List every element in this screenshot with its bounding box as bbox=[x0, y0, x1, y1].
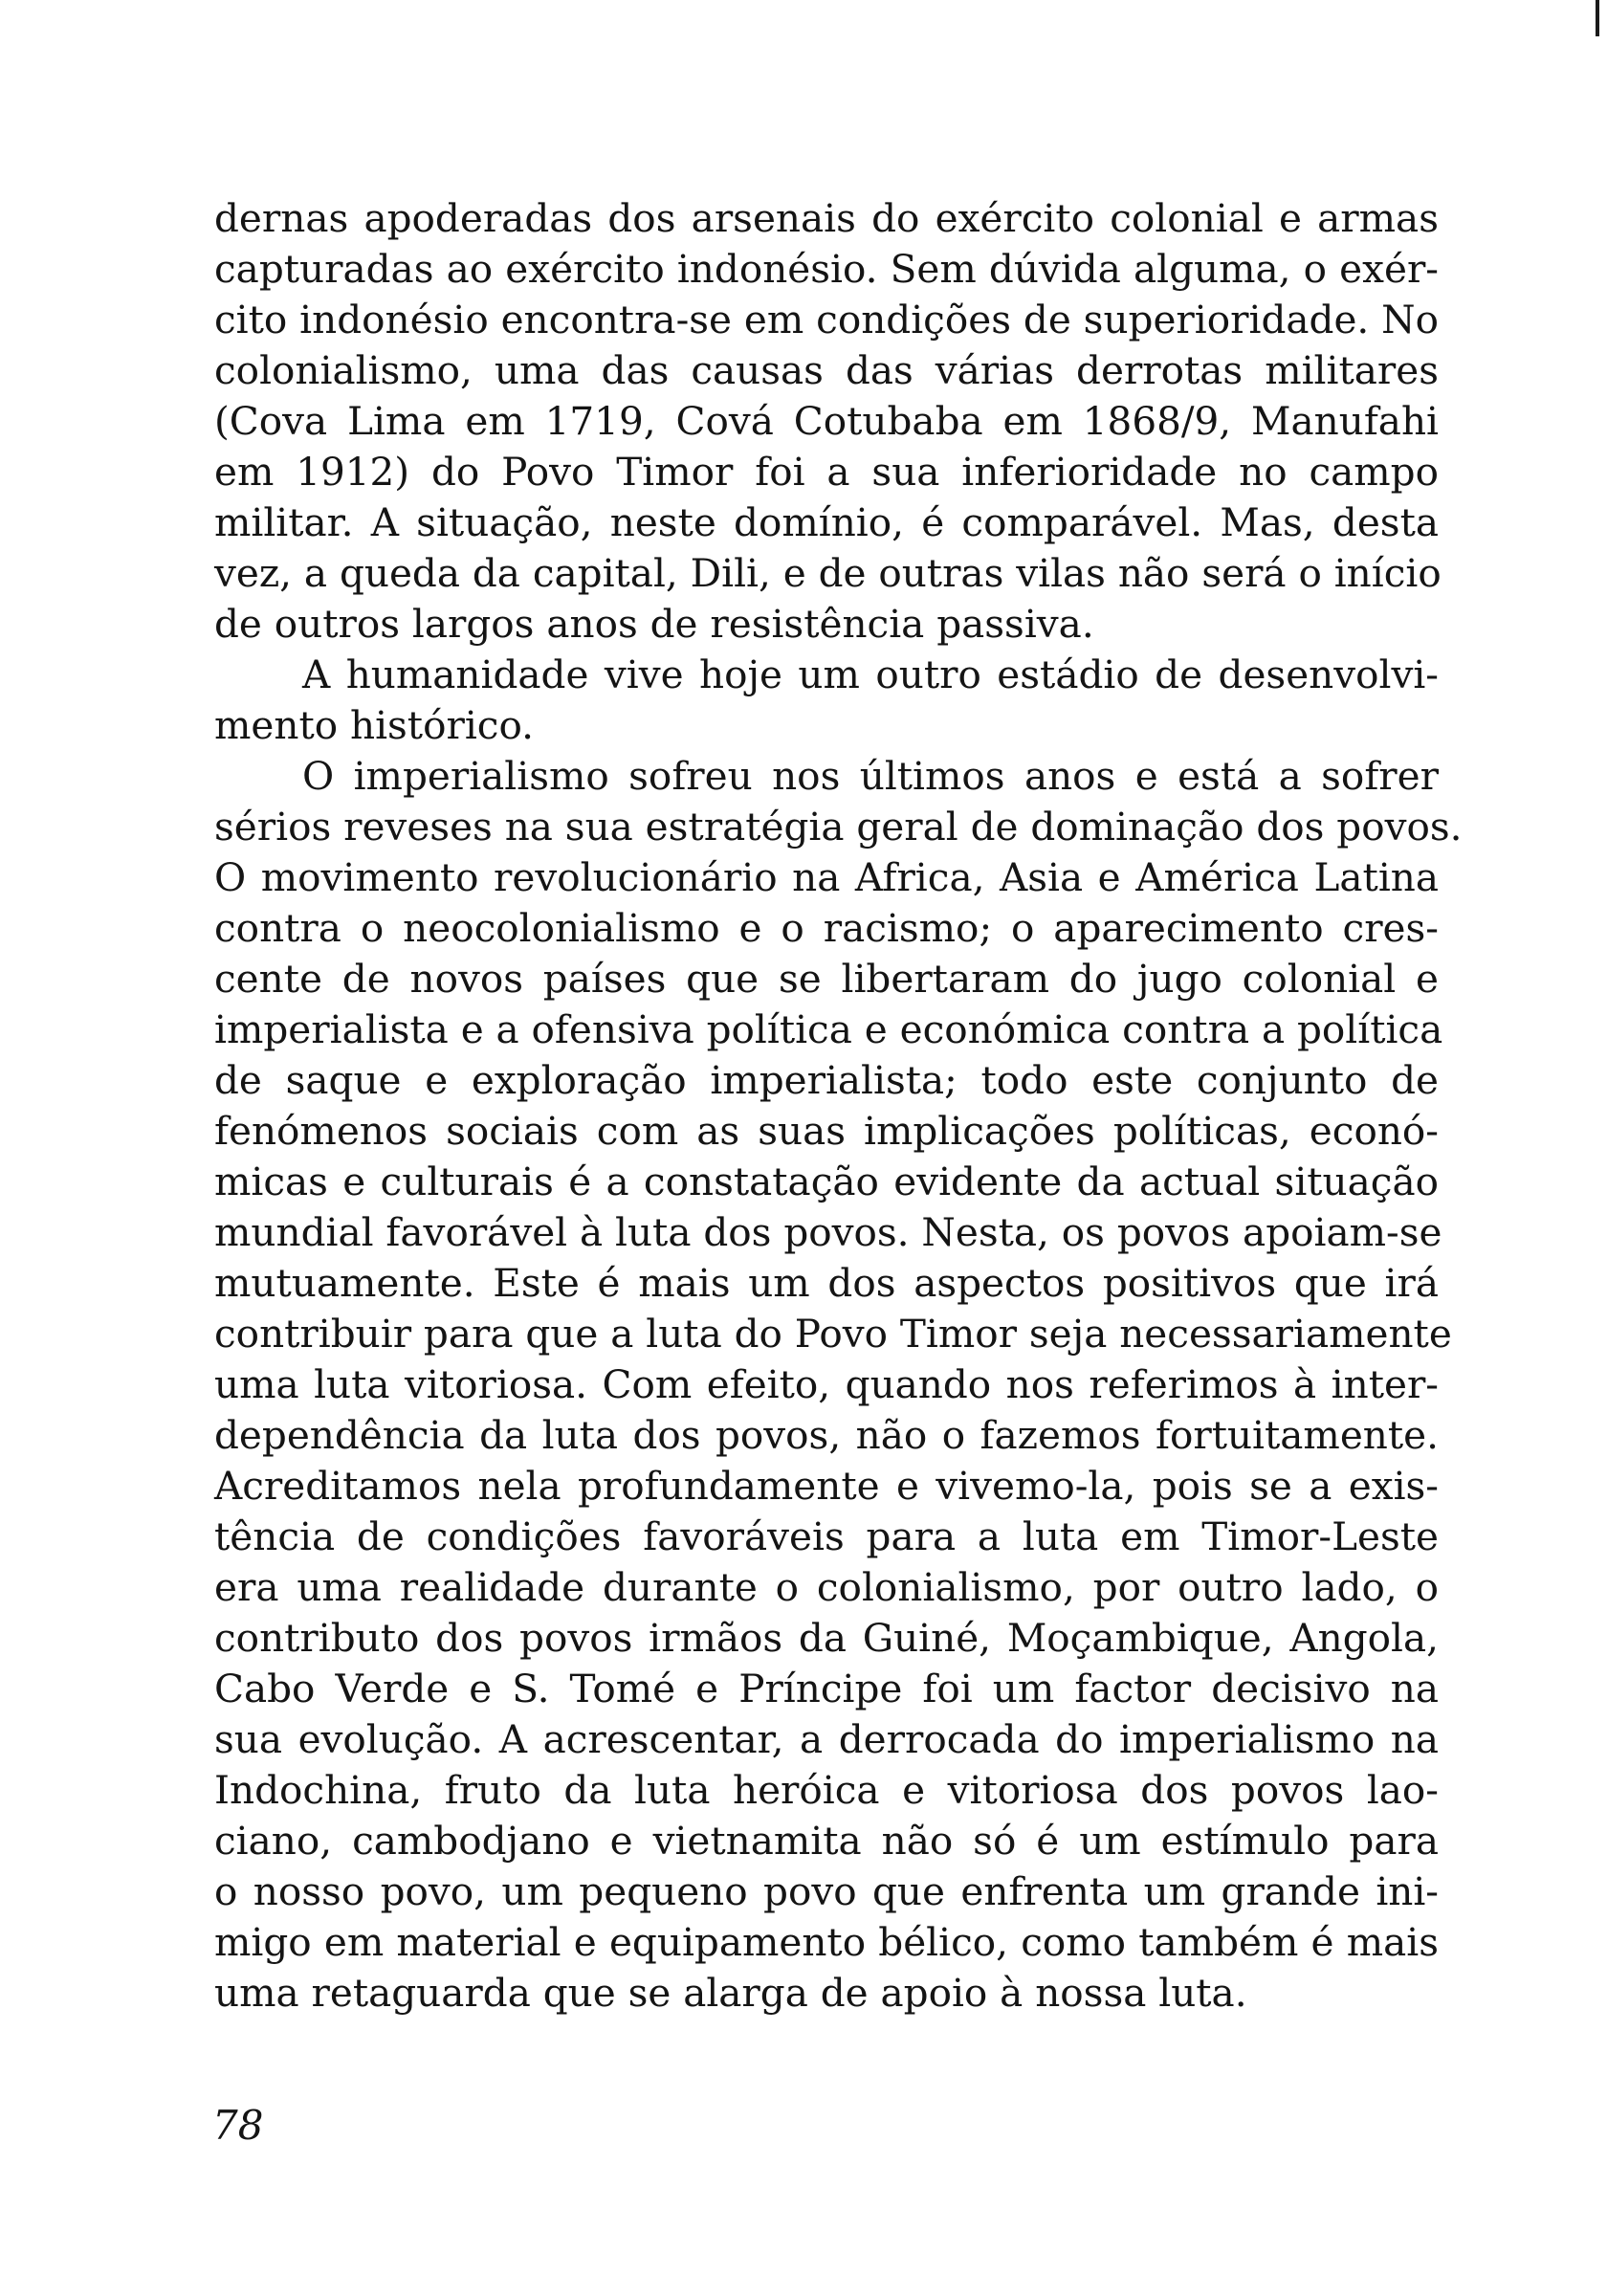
text-line: micas e culturais é a constatação evidente da actual situação bbox=[214, 1159, 1439, 1204]
text-line: contributo dos povos irmãos da Guiné, Moçambique, Angola, bbox=[214, 1615, 1439, 1661]
text-line: tência de condições favoráveis para a luta em Timor-Leste bbox=[214, 1513, 1439, 1559]
text-line: o nosso povo, um pequeno povo que enfrenta um grande ini- bbox=[214, 1868, 1439, 1914]
text-line: cito indonésio encontra-se em condições de superioridade. No bbox=[214, 297, 1439, 342]
scan-edge-mark bbox=[1596, 0, 1599, 36]
text-line: uma retaguarda que se alarga de apoio à nossa luta. bbox=[214, 1970, 1247, 2016]
text-line: uma luta vitoriosa. Com efeito, quando nos referimos à inter- bbox=[214, 1361, 1439, 1407]
text-line: fenómenos sociais com as suas implicações políticas, econó- bbox=[214, 1108, 1439, 1154]
text-line: dernas apoderadas dos arsenais do exército colonial e armas bbox=[214, 195, 1439, 241]
text-line: contribuir para que a luta do Povo Timor seja necessariamente bbox=[214, 1311, 1452, 1357]
text-line: mundial favorável à luta dos povos. Nesta, os povos apoiam-se bbox=[214, 1209, 1442, 1255]
text-line: dependência da luta dos povos, não o fazemos fortuitamente. bbox=[214, 1412, 1439, 1458]
text-line: Cabo Verde e S. Tomé e Príncipe foi um factor decisivo na bbox=[214, 1666, 1439, 1711]
text-line: de saque e exploração imperialista; todo este conjunto de bbox=[214, 1057, 1439, 1103]
text-line: O imperialismo sofreu nos últimos anos e está a sofrer bbox=[302, 753, 1439, 799]
page-number: 78 bbox=[212, 2102, 264, 2149]
text-line: O movimento revolucionário na Africa, Asia e América Latina bbox=[214, 854, 1439, 900]
text-line: mutuamente. Este é mais um dos aspectos positivos que irá bbox=[214, 1260, 1439, 1306]
text-line: vez, a queda da capital, Dili, e de outras vilas não será o início bbox=[214, 550, 1442, 596]
text-line: colonialismo, uma das causas das várias derrotas militares bbox=[214, 347, 1439, 393]
text-line: militar. A situação, neste domínio, é comparável. Mas, desta bbox=[214, 499, 1439, 545]
text-line: Indochina, fruto da luta heróica e vitoriosa dos povos lao- bbox=[214, 1767, 1439, 1813]
text-line: em 1912) do Povo Timor foi a sua inferioridade no campo bbox=[214, 449, 1439, 495]
text-line: mento histórico. bbox=[214, 702, 535, 748]
text-line: de outros largos anos de resistência passiva. bbox=[214, 601, 1094, 647]
text-line: capturadas ao exército indonésio. Sem dúvida alguma, o exér- bbox=[214, 246, 1439, 292]
text-line: era uma realidade durante o colonialismo, por outro lado, o bbox=[214, 1564, 1439, 1610]
text-line: contra o neocolonialismo e o racismo; o aparecimento cres- bbox=[214, 905, 1439, 951]
text-line: (Cova Lima em 1719, Cová Cotubaba em 1868/9, Manufahi bbox=[214, 398, 1439, 444]
text-line: migo em material e equipamento bélico, como também é mais bbox=[214, 1919, 1439, 1965]
text-line: Acreditamos nela profundamente e vivemo-la, pois se a exis- bbox=[214, 1463, 1439, 1509]
text-line: cente de novos países que se libertaram do jugo colonial e bbox=[214, 956, 1439, 1002]
text-line: A humanidade vive hoje um outro estádio de desenvolvi- bbox=[302, 651, 1439, 697]
text-line: imperialista e a ofensiva política e económica contra a política bbox=[214, 1006, 1443, 1052]
text-line: ciano, cambodjano e vietnamita não só é um estímulo para bbox=[214, 1818, 1439, 1864]
text-line: sérios reveses na sua estratégia geral de dominação dos povos. bbox=[214, 804, 1463, 850]
text-line: sua evolução. A acrescentar, a derrocada do imperialismo na bbox=[214, 1716, 1439, 1762]
